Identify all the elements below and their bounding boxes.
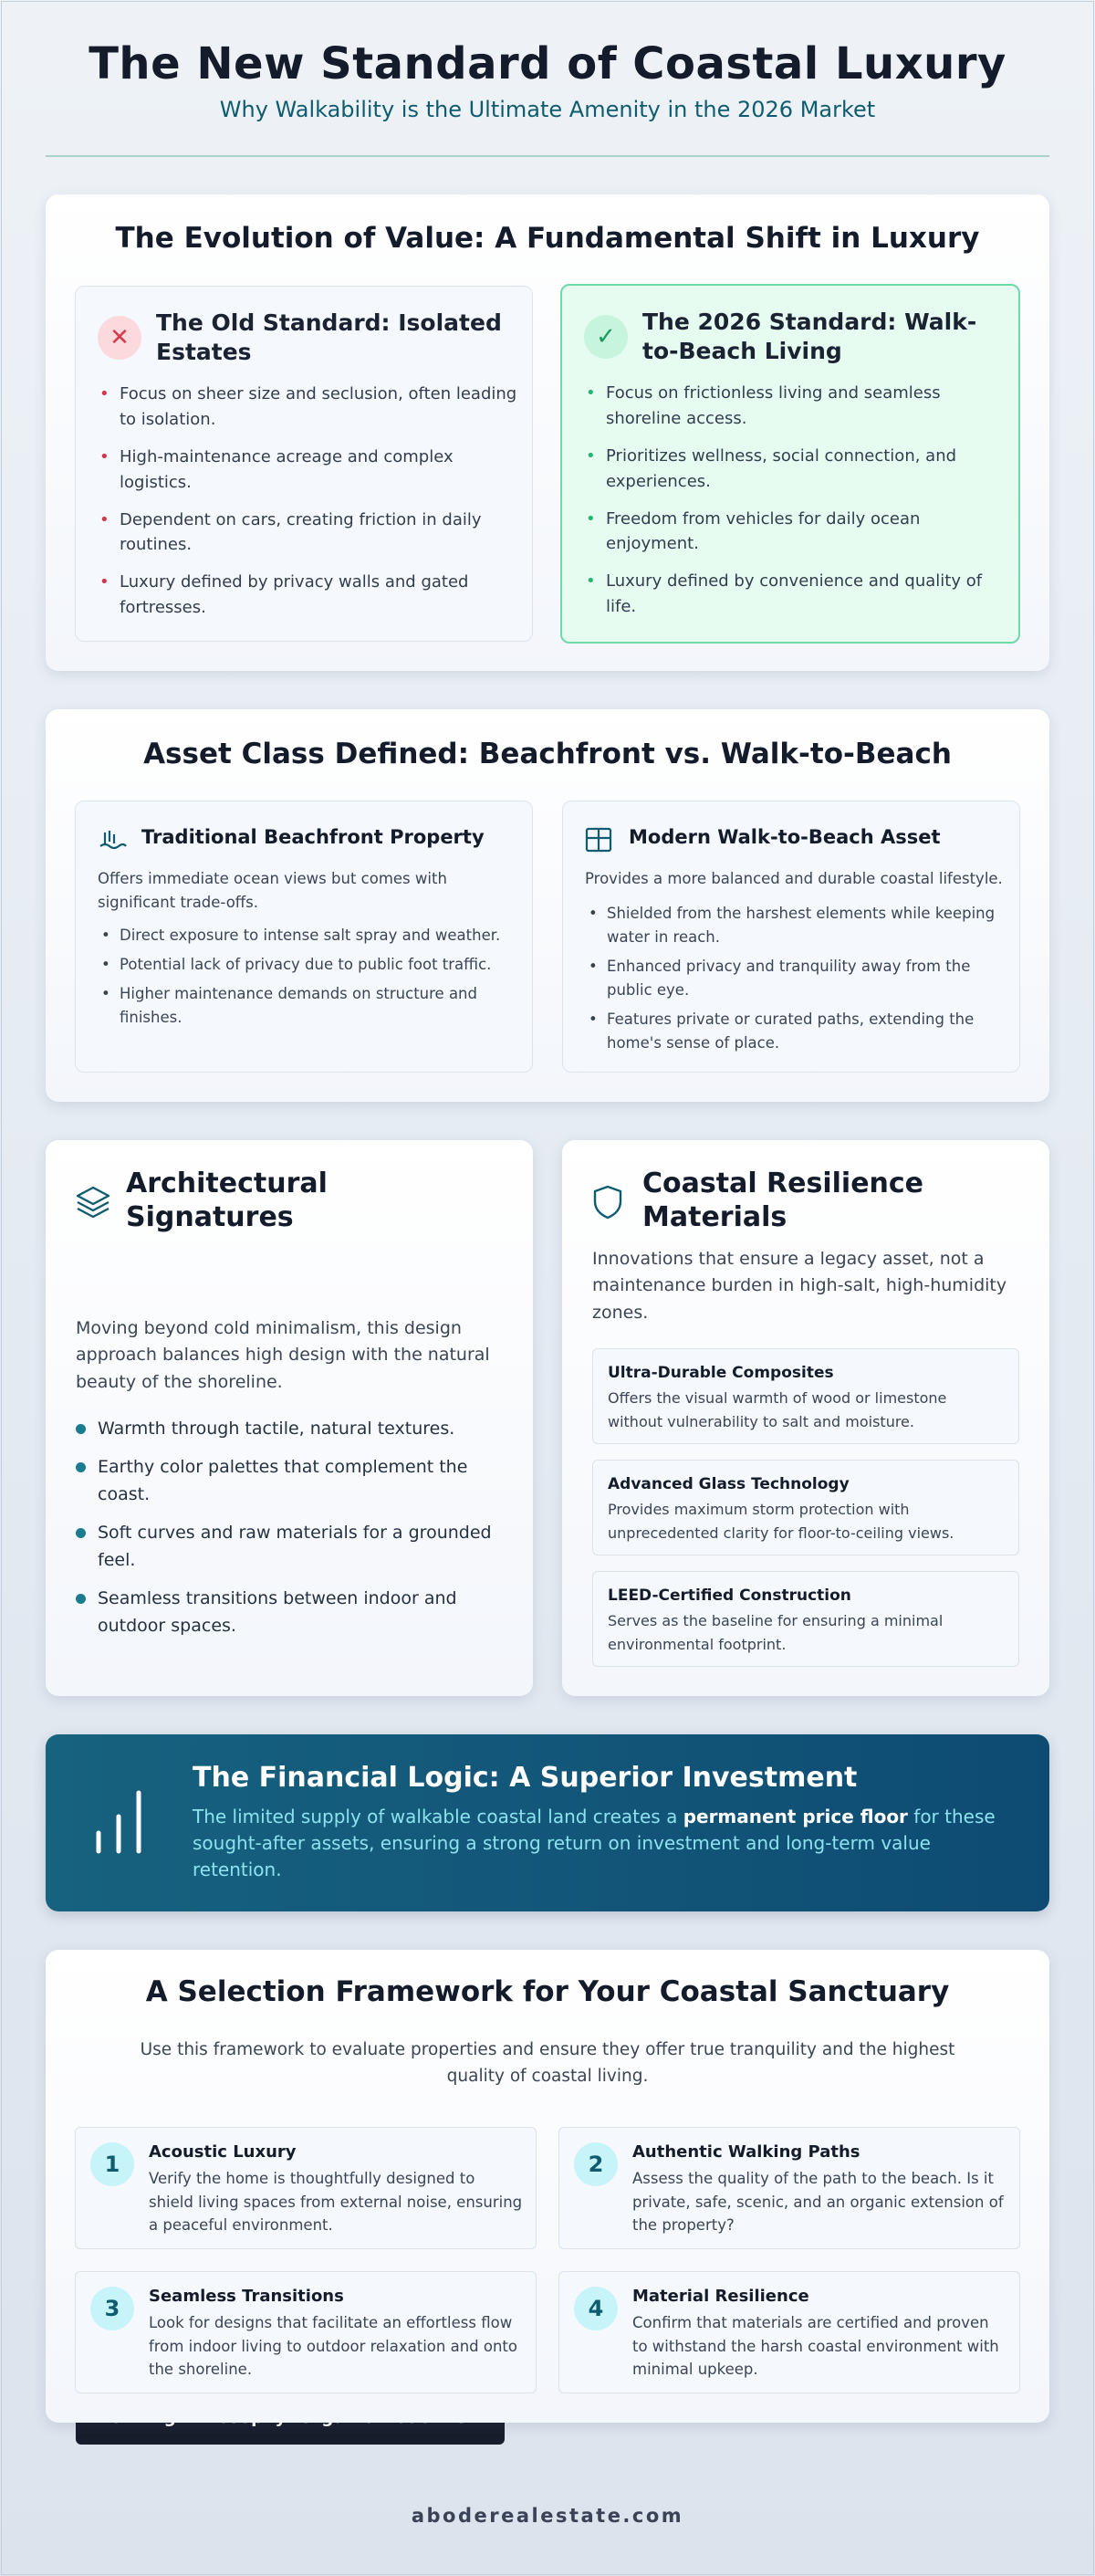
header-divider [46, 155, 1049, 157]
framework-step [75, 2127, 537, 2249]
list-item: • Dependent on cars, creating friction in daily routines. [99, 509, 482, 555]
step-title: Material Resilience [632, 2287, 809, 2306]
evolution-card [46, 194, 1049, 671]
list-item: • Luxury defined by convenience and quality of life. [586, 571, 983, 617]
framework-title: A Selection Framework for Your Coastal Sanctuary [145, 1975, 950, 2008]
resilience-body: Innovations that ensure a legacy asset, not a maintenance burden in high-salt, high-humidity zones. [592, 1249, 1007, 1323]
traditional-list [98, 924, 517, 1030]
list-item: • High-maintenance acreage and complex logistics. [99, 446, 454, 492]
resilience-card [562, 1140, 1049, 1696]
list-item: • Focus on sheer size and seclusion, often leading to isolation. [99, 384, 517, 429]
traditional-beachfront-column [75, 801, 533, 1073]
old-standard-list [98, 382, 517, 621]
step-number: 2 [574, 2142, 618, 2186]
list-item: • Luxury defined by privacy walls and gated fortresses. [99, 572, 469, 618]
list-item: • Higher maintenance demands on structure and finishes. [101, 985, 477, 1027]
architecture-card [46, 1140, 533, 1696]
list-item: • Freedom from vehicles for daily ocean enjoyment. [586, 508, 921, 554]
material-title: LEED-Certified Construction [608, 1586, 851, 1605]
list-item: Soft curves and raw materials for a grounded feel. [76, 1520, 514, 1574]
material-desc: Serves as the baseline for ensuring a minimal environmental footprint. [608, 1612, 944, 1653]
financial-banner [46, 1734, 1049, 1911]
check-icon: ✓ [584, 315, 628, 359]
step-title: Seamless Transitions [149, 2287, 344, 2306]
asset-class-card [46, 709, 1049, 1102]
modern-title: Modern Walk-to-Beach Asset [629, 826, 941, 848]
architecture-title: Architectural Signatures [126, 1168, 328, 1233]
new-standard-title: The 2026 Standard: Walk-to-Beach Living [642, 309, 977, 364]
modern-asset-column [562, 801, 1020, 1073]
list-item: • Enhanced privacy and tranquility away from the public eye. [589, 958, 971, 1000]
list-item: Seamless transitions between indoor and outdoor spaces. [76, 1586, 514, 1639]
traditional-title: Traditional Beachfront Property [141, 826, 485, 848]
list-item: • Direct exposure to intense salt spray and weather. [101, 927, 501, 944]
financial-highlight: permanent price floor [683, 1806, 908, 1827]
framework-step [558, 2127, 1020, 2249]
architecture-list [76, 1416, 514, 1651]
page-subtitle: Why Walkability is the Ultimate Amenity in the 2026 Market [219, 97, 876, 122]
material-card [592, 1348, 1019, 1444]
layers-icon [75, 1184, 111, 1220]
old-standard-title: The Old Standard: Isolated Estates [156, 309, 502, 365]
step-number: 1 [90, 2142, 134, 2186]
modern-list [585, 902, 1005, 1055]
step-desc: Verify the home is thoughtfully designed to shield living spaces from external noise, ensuring a peaceful environment. [149, 2170, 523, 2235]
traditional-desc: Offers immediate ocean views but comes with significant trade-offs. [98, 870, 447, 912]
framework-step [558, 2271, 1020, 2393]
framework-step [75, 2271, 537, 2393]
evolution-title: The Evolution of Value: A Fundamental Shift in Luxury [115, 222, 980, 255]
new-standard-column [560, 284, 1020, 644]
footer-domain[interactable]: aboderealestate.com [411, 2505, 684, 2527]
financial-body: The limited supply of walkable coastal land creates a permanent price floor for these sought-after assets, ensuring a strong return on investment and long-term value retention. [193, 1806, 996, 1880]
old-standard-column [75, 286, 533, 642]
modern-desc: Provides a more balanced and durable coastal lifestyle. [585, 870, 1003, 887]
material-card [592, 1571, 1019, 1667]
list-item: Earthy color palettes that complement the coast. [76, 1454, 514, 1508]
material-title: Ultra-Durable Composites [608, 1364, 834, 1382]
architecture-body: Moving beyond cold minimalism, this design approach balances high design with the natural beauty of the shoreline. [76, 1318, 490, 1392]
framework-intro: Use this framework to evaluate properties and ensure they offer true tranquility and the highest quality of coastal living. [140, 2040, 955, 2086]
list-item: Warmth through tactile, natural textures. [76, 1416, 514, 1442]
page-title: The New Standard of Coastal Luxury [89, 38, 1006, 89]
material-desc: Offers the visual warmth of wood or limestone without vulnerability to salt and moisture. [608, 1389, 947, 1430]
framework-card [46, 1950, 1049, 2423]
step-number: 3 [90, 2287, 134, 2330]
asset-class-title: Asset Class Defined: Beachfront vs. Walk-to-Beach [143, 738, 952, 770]
list-item: • Shielded from the harshest elements while keeping water in reach. [589, 905, 996, 947]
material-desc: Provides maximum storm protection with unprecedented clarity for floor-to-ceiling views. [608, 1501, 954, 1542]
list-item: • Prioritizes wellness, social connection, and experiences. [586, 445, 957, 491]
step-desc: Look for designs that facilitate an effortless flow from indoor living to outdoor relaxation and onto the shoreline. [149, 2314, 517, 2379]
new-standard-list [584, 381, 1004, 620]
material-card [592, 1460, 1019, 1555]
step-desc: Confirm that materials are certified and proven to withstand the harsh coastal environment with minimal upkeep. [632, 2314, 999, 2379]
resilience-title: Coastal Resilience Materials [642, 1168, 924, 1233]
financial-title: The Financial Logic: A Superior Investment [193, 1762, 858, 1794]
bar-chart-icon [91, 1787, 146, 1855]
step-desc: Assess the quality of the path to the beach. Is it private, safe, scenic, and an organic extension of the property? [632, 2170, 1004, 2235]
material-title: Advanced Glass Technology [608, 1475, 850, 1493]
shield-icon [591, 1184, 624, 1220]
step-title: Acoustic Luxury [149, 2142, 297, 2162]
waves-icon [98, 827, 127, 853]
layout-icon [585, 827, 612, 853]
step-title: Authentic Walking Paths [632, 2142, 860, 2162]
list-item: • Features private or curated paths, extending the home's sense of place. [589, 1011, 975, 1052]
x-icon: ✕ [98, 316, 141, 360]
list-item: • Focus on frictionless living and seamless shoreline access. [586, 383, 941, 428]
list-item: • Potential lack of privacy due to public foot traffic. [101, 956, 492, 974]
step-number: 4 [574, 2287, 618, 2330]
